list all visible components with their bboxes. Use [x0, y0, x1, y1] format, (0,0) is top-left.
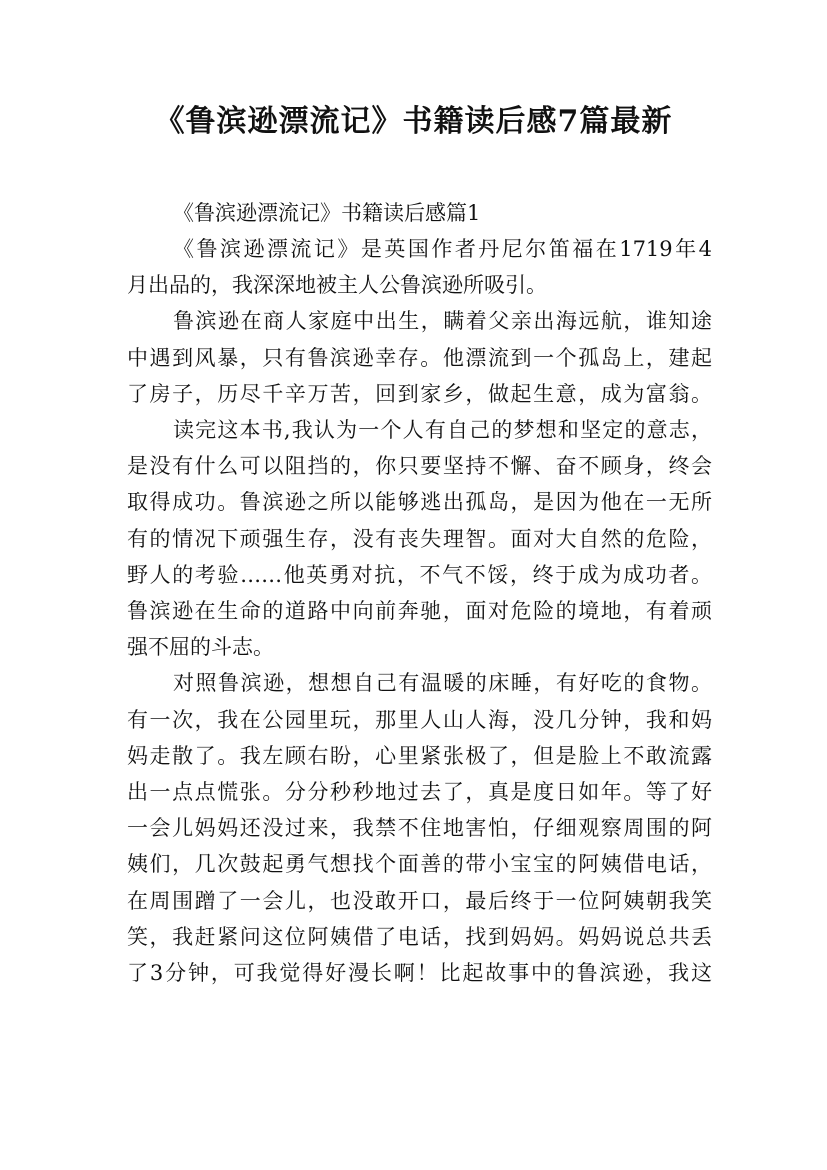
text-line: 对照鲁滨逊，想想自己有温暖的床睡，有好吃的食物。 [173, 671, 712, 696]
text-line: 姨们，几次鼓起勇气想找个面善的带小宝宝的阿姨借电话， [127, 852, 712, 877]
text-line: 取得成功。鲁滨逊之所以能够逃出孤岛，是因为他在一无所 [127, 490, 712, 515]
text-line: 强不屈的斗志。 [127, 635, 274, 660]
text-line: 是没有什么可以阻挡的，你只要坚持不懈、奋不顾身，终会 [127, 454, 712, 479]
text-line: 中遇到风暴，只有鲁滨逊幸存。他漂流到一个孤岛上，建起 [127, 345, 712, 370]
text-line: 在周围蹭了一会儿，也没敢开口，最后终于一位阿姨朝我笑 [127, 888, 712, 913]
text-line: 有的情况下顽强生存，没有丧失理智。面对大自然的危险， [127, 526, 712, 551]
paragraph-4 [127, 665, 712, 991]
paragraph-3 [127, 412, 712, 665]
text-line: 了3分钟，可我觉得好漫长啊！比起故事中的鲁滨逊，我这 [127, 961, 712, 986]
text-line: 野人的考验……他英勇对抗，不气不馁，终于成为成功者。 [127, 562, 712, 587]
text-line: 《鲁滨逊漂流记》是英国作者丹尼尔笛福在1719年4 [173, 237, 712, 261]
text-line: 一会儿妈妈还没过来，我禁不住地害怕，仔细观察周围的阿 [127, 816, 712, 841]
section-heading: 《鲁滨逊漂流记》书籍读后感篇1 [173, 201, 481, 225]
document-title: 《鲁滨逊漂流记》书籍读后感7篇最新 [154, 104, 673, 139]
text-line: 有一次，我在公园里玩，那里人山人海，没几分钟，我和妈 [127, 707, 712, 732]
text-line: 月出品的，我深深地被主人公鲁滨逊所吸引。 [127, 273, 547, 298]
text-line: 鲁滨逊在生命的道路中向前奔驰，面对危险的境地，有着顽 [127, 599, 712, 624]
text-line: 鲁滨逊在商人家庭中出生，瞒着父亲出海远航，谁知途 [173, 309, 712, 334]
text-line: 读完这本书,我认为一个人有自己的梦想和坚定的意志， [173, 418, 712, 443]
text-line: 笑，我赶紧问这位阿姨借了电话，找到妈妈。妈妈说总共丢 [127, 924, 712, 949]
paragraph-2 [127, 303, 712, 412]
document-body [127, 195, 712, 991]
text-line: 妈走散了。我左顾右盼，心里紧张极了，但是脸上不敢流露 [127, 743, 712, 768]
paragraph-1 [127, 231, 712, 303]
text-line: 出一点点慌张。分分秒秒地过去了，真是度日如年。等了好 [127, 780, 712, 805]
text-line: 了房子，历尽千辛万苦，回到家乡，做起生意，成为富翁。 [127, 381, 712, 406]
